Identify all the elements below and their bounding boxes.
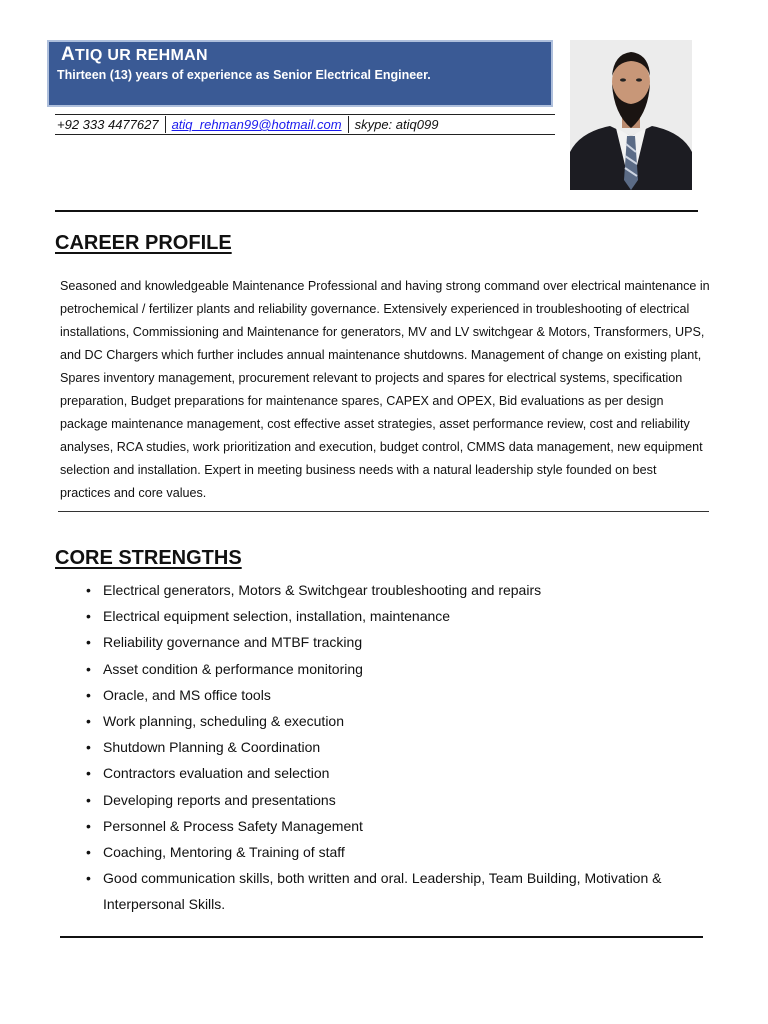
career-profile-text: Seasoned and knowledgeable Maintenance Professional and having strong command over electrical maintenance in petrochemical / fertilizer plants and reliability governance. Extensively experienced in troubleshooting of electrical installations, Commissioning and Maintenance for generators, MV and LV switchgear & Motors, Transformers, UPS, and DC Chargers which further includes annual maintenance shutdowns. Management of change on existing plant, Spares inventory management, procurement relevant to projects and spares for electrical systems, specification preparation, Budget preparations for maintenance spares, CAPEX and OPEX, Bid evaluations as per design package maintenance management, cost effective asset strategies, asset performance review, cost and reliability analyses, RCA studies, work prioritization and execution, budget control, CMMS data management, new equipment selection and installation. Expert in meeting business needs with a natural leadership style founded on best practices and core values. [60,279,710,500]
bullet-icon: • [86,844,91,861]
header-divider [55,210,698,212]
list-item [80,865,700,917]
core-strengths-heading: CORE STRENGTHS [55,547,242,569]
candidate-name [61,44,208,66]
bullet-icon: • [86,739,91,756]
skype-id: skype: atiq099 [354,117,439,132]
list-item [80,760,700,786]
contact-bar [55,114,555,135]
experience-tagline: Thirteen (13) years of experience as Senior Electrical Engineer. [57,68,431,82]
list-item-text: Developing reports and presentations [103,791,336,808]
bullet-icon: • [86,713,91,730]
footer-divider [60,936,703,938]
list-item [80,603,700,629]
list-item [80,629,700,655]
list-item [80,734,700,760]
list-item-text: Electrical equipment selection, installation, maintenance [103,608,451,625]
list-item-text: Asset condition & performance monitoring [103,660,363,677]
profile-photo-illustration [570,40,692,190]
bullet-icon: • [86,817,91,834]
list-item-text: Shutdown Planning & Coordination [103,739,321,756]
bullet-icon: • [86,582,91,598]
bullet-icon: • [86,634,91,651]
list-item [80,682,700,708]
core-strengths-list [80,577,700,918]
list-item-text: Personnel & Process Safety Management [103,817,363,834]
list-item-text: Oracle, and MS office tools [103,686,271,703]
profile-photo [570,40,692,190]
name-first-letter: A [61,44,76,65]
list-item [80,708,700,734]
bullet-icon: • [86,686,91,703]
bullet-icon: • [86,765,91,782]
phone-number: +92 333 4477627 [57,117,159,132]
name-rest: TIQ UR REHMAN [75,47,208,64]
header-name-box [47,40,553,107]
list-item-text: Work planning, scheduling & execution [103,713,345,730]
list-item-text: Electrical generators, Motors & Switchgear troubleshooting and repairs [103,582,542,598]
profile-divider [58,511,709,512]
list-item [80,813,700,839]
list-item-text: Good communication skills, both written and oral. Leadership, Team Building, Motivation & Interpersonal Skills. [103,870,662,913]
list-item [80,656,700,682]
career-profile-heading: CAREER PROFILE [55,232,232,254]
email-link[interactable]: atiq_rehman99@hotmail.com [171,117,342,132]
list-item [80,577,700,603]
list-item-text: Reliability governance and MTBF tracking [103,634,363,651]
bullet-icon: • [86,791,91,808]
list-item [80,839,700,865]
bullet-icon: • [86,870,91,887]
list-item-text: Contractors evaluation and selection [103,765,330,782]
list-item-text: Coaching, Mentoring & Training of staff [103,844,345,861]
list-item [80,787,700,813]
bullet-icon: • [86,660,91,677]
bullet-icon: • [86,608,91,625]
